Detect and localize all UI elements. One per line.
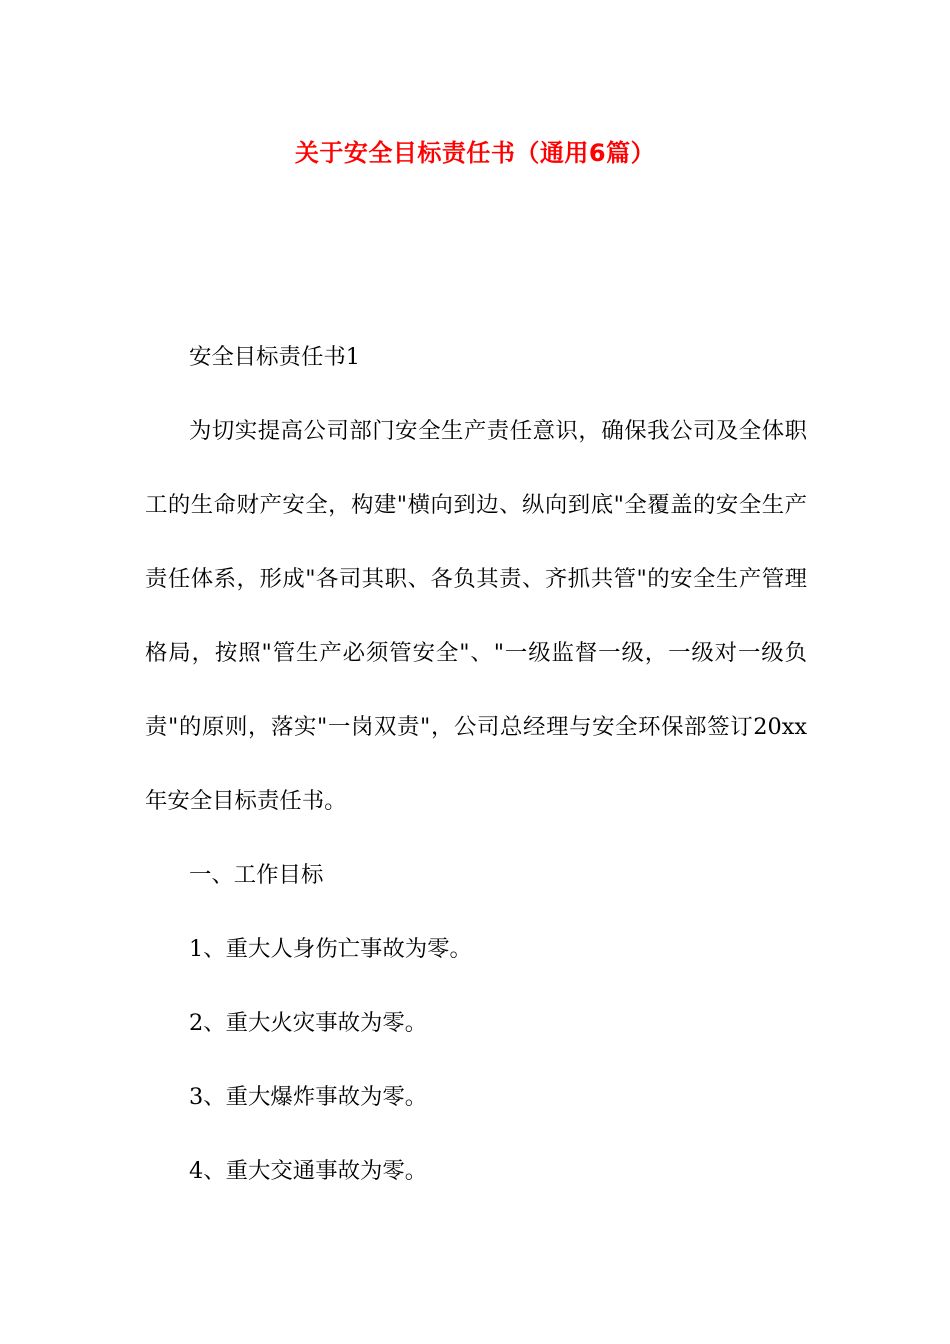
list-item: 1、重大人身伤亡事故为零。 — [189, 936, 472, 962]
section-heading: 安全目标责任书1 — [189, 344, 360, 370]
list-item: 3、重大爆炸事故为零。 — [189, 1084, 428, 1110]
document-title: 关于安全目标责任书（通用6篇） — [294, 139, 656, 167]
list-item: 4、重大交通事故为零。 — [189, 1158, 428, 1184]
intro-paragraph: 为切实提高公司部门安全生产责任意识，确保我公司及全体职工的生命财产安全，构建"横向到边、纵向到底"全覆盖的安全生产责任体系，形成"各司其职、各负其责、齐抓共管"的安全生产管理格局，按照"管生产必须管安全"、"一级监督一级，一级对一级负责"的原则，落实"一岗双责"，公司总经理与安全环保部签订20xx年安全目标责任书。 — [145, 418, 807, 814]
list-item: 2、重大火灾事故为零。 — [189, 1010, 428, 1036]
subsection-heading: 一、工作目标 — [189, 862, 324, 888]
document-body — [145, 320, 807, 1208]
